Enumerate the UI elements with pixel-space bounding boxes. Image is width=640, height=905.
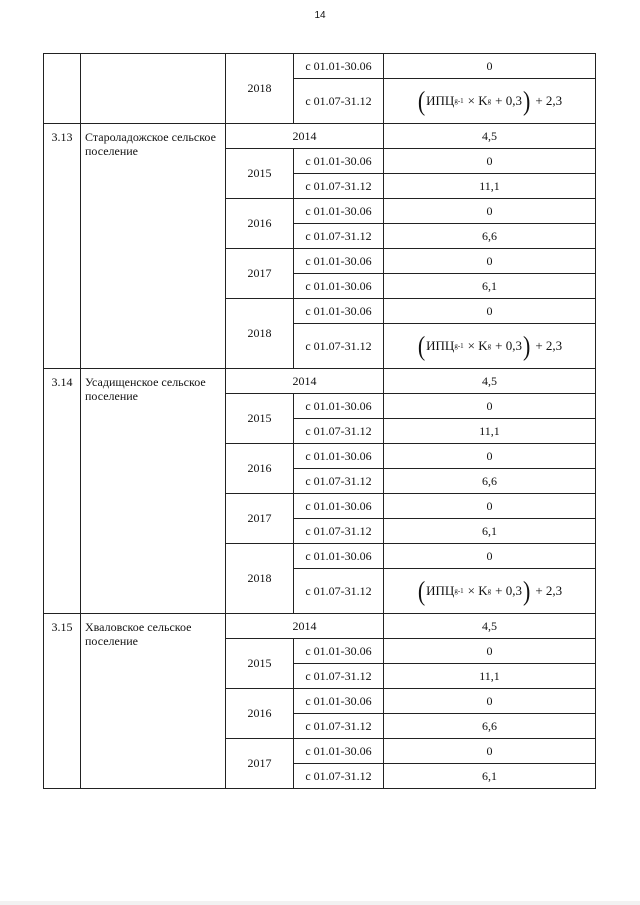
period-cell: с 01.07-31.12 (294, 469, 384, 494)
period-cell: с 01.01-30.06 (294, 639, 384, 664)
section-row (44, 369, 596, 394)
formula-ipc: ИПЦ (426, 338, 455, 353)
formula-ipc-subscript: g-1 (454, 97, 464, 105)
formula-close-paren: ) (523, 574, 531, 606)
year-cell: 2017 (226, 739, 294, 789)
year-cell: 2016 (226, 689, 294, 739)
formula-open-paren: ( (417, 84, 426, 116)
base-value: 4,5 (384, 369, 596, 394)
formula-open-paren: ( (417, 329, 426, 361)
period-cell: с 01.01-30.06 (294, 274, 384, 299)
formula-ipc: ИПЦ (426, 583, 455, 598)
year-cell: 2018 (226, 54, 294, 124)
value-cell: 0 (384, 739, 596, 764)
value-cell: 0 (384, 639, 596, 664)
continuation-name-cell (81, 54, 226, 124)
formula-cell (384, 569, 596, 614)
period-cell: с 01.01-30.06 (294, 249, 384, 274)
formula-tail: + 2,3 (535, 93, 563, 108)
formula-ipc: ИПЦ (426, 93, 455, 108)
base-value: 4,5 (384, 124, 596, 149)
period-cell: с 01.07-31.12 (294, 224, 384, 249)
year-cell: 2016 (226, 444, 294, 494)
value-cell: 0 (384, 299, 596, 324)
value-cell: 0 (384, 249, 596, 274)
period-cell: с 01.01-30.06 (294, 394, 384, 419)
period-cell: с 01.01-30.06 (294, 494, 384, 519)
value-cell: 0 (384, 199, 596, 224)
page-edge (0, 901, 640, 905)
period-cell: с 01.07-31.12 (294, 419, 384, 444)
formula-tail: + 2,3 (535, 338, 563, 353)
period-cell: с 01.07-31.12 (294, 664, 384, 689)
page-number: 14 (314, 10, 326, 21)
period-cell: с 01.01-30.06 (294, 444, 384, 469)
value-cell: 11,1 (384, 664, 596, 689)
period-cell: с 01.01-30.06 (294, 299, 384, 324)
tariff-formula (417, 574, 563, 606)
year-cell: 2018 (226, 544, 294, 614)
value-cell: 6,1 (384, 764, 596, 789)
base-year: 2014 (226, 614, 384, 639)
formula-plus: + 0,3 (495, 93, 522, 108)
value-cell: 6,6 (384, 714, 596, 739)
formula-k-subscript: g (487, 342, 492, 350)
value-cell: 11,1 (384, 174, 596, 199)
year-cell: 2015 (226, 149, 294, 199)
formula-k-subscript: g (487, 587, 492, 595)
value-cell: 6,1 (384, 274, 596, 299)
period-cell: с 01.01-30.06 (294, 54, 384, 79)
formula-cell (384, 324, 596, 369)
period-cell: с 01.07-31.12 (294, 174, 384, 199)
period-cell: с 01.07-31.12 (294, 79, 384, 124)
formula-times-k: × K (467, 583, 488, 598)
period-cell: с 01.01-30.06 (294, 149, 384, 174)
period-cell: с 01.07-31.12 (294, 714, 384, 739)
year-cell: 2017 (226, 249, 294, 299)
section-number: 3.14 (44, 369, 81, 614)
period-cell: с 01.07-31.12 (294, 569, 384, 614)
formula-ipc-subscript: g-1 (454, 587, 464, 595)
value-cell: 0 (384, 689, 596, 714)
formula-open-paren: ( (417, 574, 426, 606)
period-cell: с 01.01-30.06 (294, 739, 384, 764)
year-cell: 2015 (226, 639, 294, 689)
base-value: 4,5 (384, 614, 596, 639)
year-cell: 2016 (226, 199, 294, 249)
section-number: 3.13 (44, 124, 81, 369)
value-cell: 0 (384, 394, 596, 419)
period-cell: с 01.07-31.12 (294, 324, 384, 369)
year-cell: 2015 (226, 394, 294, 444)
value-cell: 0 (384, 149, 596, 174)
value-cell: 0 (384, 544, 596, 569)
year-cell: 2018 (226, 299, 294, 369)
formula-times-k: × K (467, 338, 488, 353)
period-cell: с 01.01-30.06 (294, 544, 384, 569)
section-number: 3.15 (44, 614, 81, 789)
base-year: 2014 (226, 369, 384, 394)
value-cell: 0 (384, 494, 596, 519)
formula-close-paren: ) (523, 329, 531, 361)
period-cell: с 01.01-30.06 (294, 689, 384, 714)
value-cell: 0 (384, 444, 596, 469)
formula-k-subscript: g (487, 97, 492, 105)
base-year: 2014 (226, 124, 384, 149)
value-cell: 0 (384, 54, 596, 79)
section-row (44, 614, 596, 639)
section-row (44, 124, 596, 149)
formula-cell (384, 79, 596, 124)
settlement-name: Усадищенское сельское поселение (81, 369, 226, 614)
formula-plus: + 0,3 (495, 583, 522, 598)
formula-plus: + 0,3 (495, 338, 522, 353)
period-cell: с 01.07-31.12 (294, 519, 384, 544)
value-cell: 6,6 (384, 469, 596, 494)
value-cell: 6,6 (384, 224, 596, 249)
continuation-num-cell (44, 54, 81, 124)
period-cell: с 01.07-31.12 (294, 764, 384, 789)
formula-tail: + 2,3 (535, 583, 563, 598)
tariff-formula (417, 84, 563, 116)
formula-ipc-subscript: g-1 (454, 342, 464, 350)
value-cell: 11,1 (384, 419, 596, 444)
settlement-name: Хваловское сельское поселение (81, 614, 226, 789)
formula-close-paren: ) (523, 84, 531, 116)
value-cell: 6,1 (384, 519, 596, 544)
tariff-table (43, 53, 596, 789)
period-cell: с 01.01-30.06 (294, 199, 384, 224)
tariff-formula (417, 329, 563, 361)
settlement-name: Староладожское сельское поселение (81, 124, 226, 369)
formula-times-k: × K (467, 93, 488, 108)
year-cell: 2017 (226, 494, 294, 544)
